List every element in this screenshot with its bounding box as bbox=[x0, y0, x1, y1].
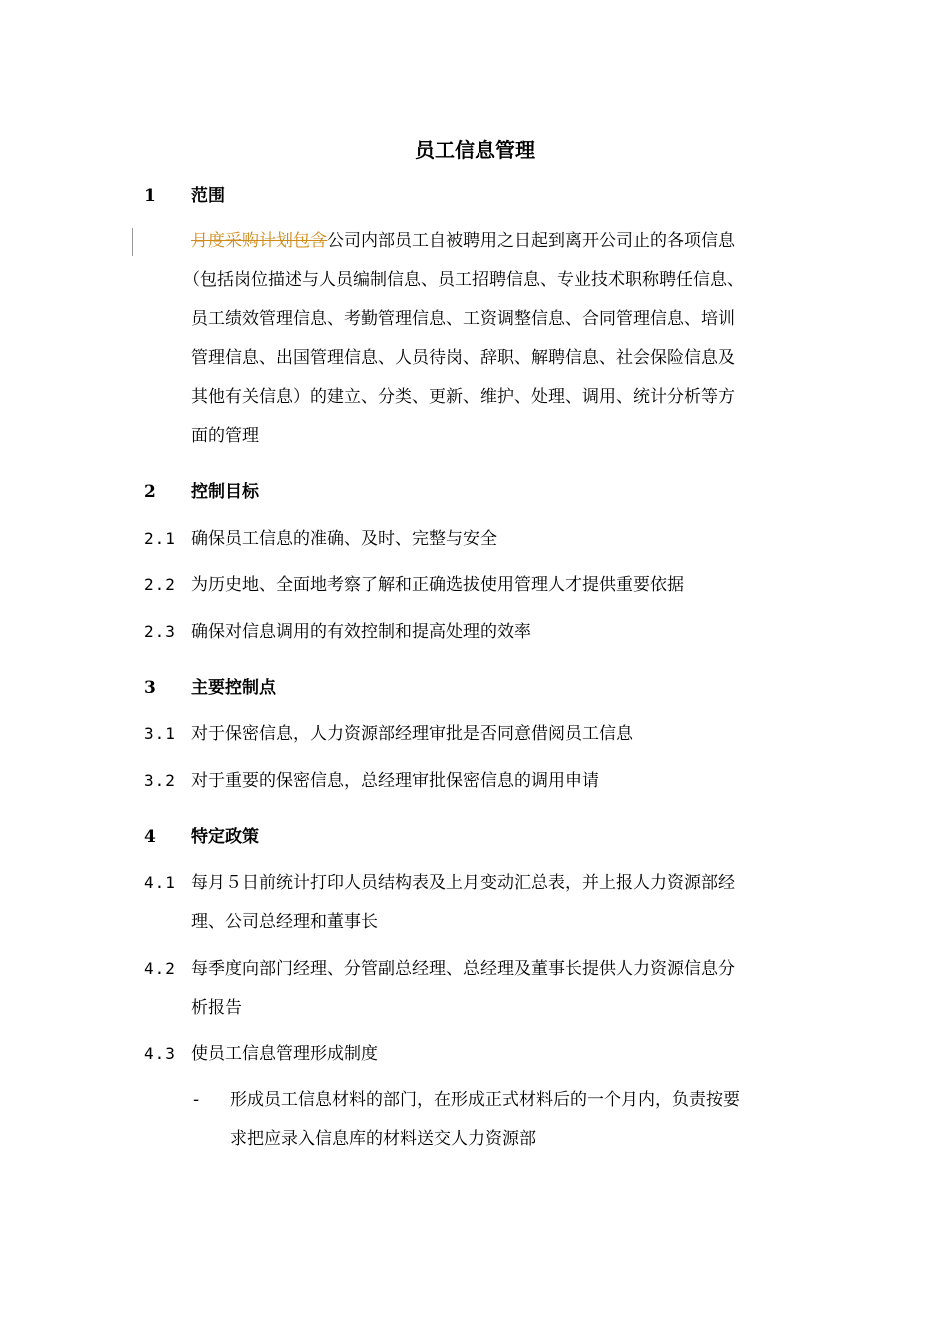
document-title: 员工信息管理 bbox=[415, 138, 535, 162]
scope-line-1-text: 公司内部员工自被聘用之日起到离开公司止的各项信息 bbox=[327, 231, 735, 251]
item-4-2-number: 4.2 bbox=[144, 959, 176, 978]
section-4-title: 特定政策 bbox=[191, 827, 259, 847]
revision-change-bar bbox=[132, 228, 133, 256]
sub-item-line-2: 求把应录入信息库的材料送交人力资源部 bbox=[230, 1129, 536, 1149]
item-2-1-text: 确保员工信息的准确、及时、完整与安全 bbox=[191, 529, 497, 549]
scope-line-4: 管理信息、出国管理信息、人员待岗、辞职、解聘信息、社会保险信息及 bbox=[191, 348, 735, 368]
section-4-number: 4 bbox=[144, 827, 156, 847]
item-3-2-text: 对于重要的保密信息，总经理审批保密信息的调用申请 bbox=[191, 771, 599, 791]
scope-line-5: 其他有关信息）的建立、分类、更新、维护、处理、调用、统计分析等方 bbox=[191, 387, 735, 407]
section-3-number: 3 bbox=[144, 678, 156, 698]
sub-item-bullet: - bbox=[193, 1090, 200, 1110]
scope-line-6: 面的管理 bbox=[191, 426, 259, 446]
item-4-2-line-1: 每季度向部门经理、分管副总经理、总经理及董事长提供人力资源信息分 bbox=[191, 959, 735, 979]
item-4-2-text bbox=[191, 950, 816, 1028]
item-2-1-number: 2.1 bbox=[144, 529, 176, 548]
item-2-2-number: 2.2 bbox=[144, 575, 176, 594]
section-2-number: 2 bbox=[144, 482, 156, 502]
sub-item-line-1: 形成员工信息材料的部门，在形成正式材料后的一个月内，负责按要 bbox=[230, 1090, 740, 1110]
item-2-3-number: 2.3 bbox=[144, 622, 176, 641]
item-4-1-text bbox=[191, 864, 816, 942]
item-4-1-line-2: 理、公司总经理和董事长 bbox=[191, 912, 378, 932]
sub-item-text bbox=[230, 1081, 740, 1159]
item-4-3-number: 4.3 bbox=[144, 1044, 176, 1063]
item-4-3-text: 使员工信息管理形成制度 bbox=[191, 1044, 378, 1064]
item-2-3-text: 确保对信息调用的有效控制和提高处理的效率 bbox=[191, 622, 531, 642]
deleted-revision-text: 月度采购计划包含 bbox=[191, 231, 327, 251]
item-3-2-number: 3.2 bbox=[144, 771, 176, 790]
item-3-1-text: 对于保密信息，人力资源部经理审批是否同意借阅员工信息 bbox=[191, 724, 633, 744]
section-2-title: 控制目标 bbox=[191, 482, 259, 502]
item-4-1-line-1: 每月５日前统计打印人员结构表及上月变动汇总表，并上报人力资源部经 bbox=[191, 873, 735, 893]
section-3-title: 主要控制点 bbox=[191, 678, 276, 698]
item-3-1-number: 3.1 bbox=[144, 724, 176, 743]
item-4-1-number: 4.1 bbox=[144, 873, 176, 892]
item-2-2-text: 为历史地、全面地考察了解和正确选拔使用管理人才提供重要依据 bbox=[191, 575, 684, 595]
scope-line-2: （包括岗位描述与人员编制信息、员工招聘信息、专业技术职称聘任信息、 bbox=[183, 270, 744, 290]
item-4-2-line-2: 析报告 bbox=[191, 998, 242, 1018]
section-1-title: 范围 bbox=[191, 186, 225, 206]
scope-line-1 bbox=[191, 222, 821, 261]
scope-paragraph bbox=[183, 222, 821, 456]
scope-line-3: 员工绩效管理信息、考勤管理信息、工资调整信息、合同管理信息、培训 bbox=[191, 309, 735, 329]
section-1-number: 1 bbox=[144, 186, 156, 206]
